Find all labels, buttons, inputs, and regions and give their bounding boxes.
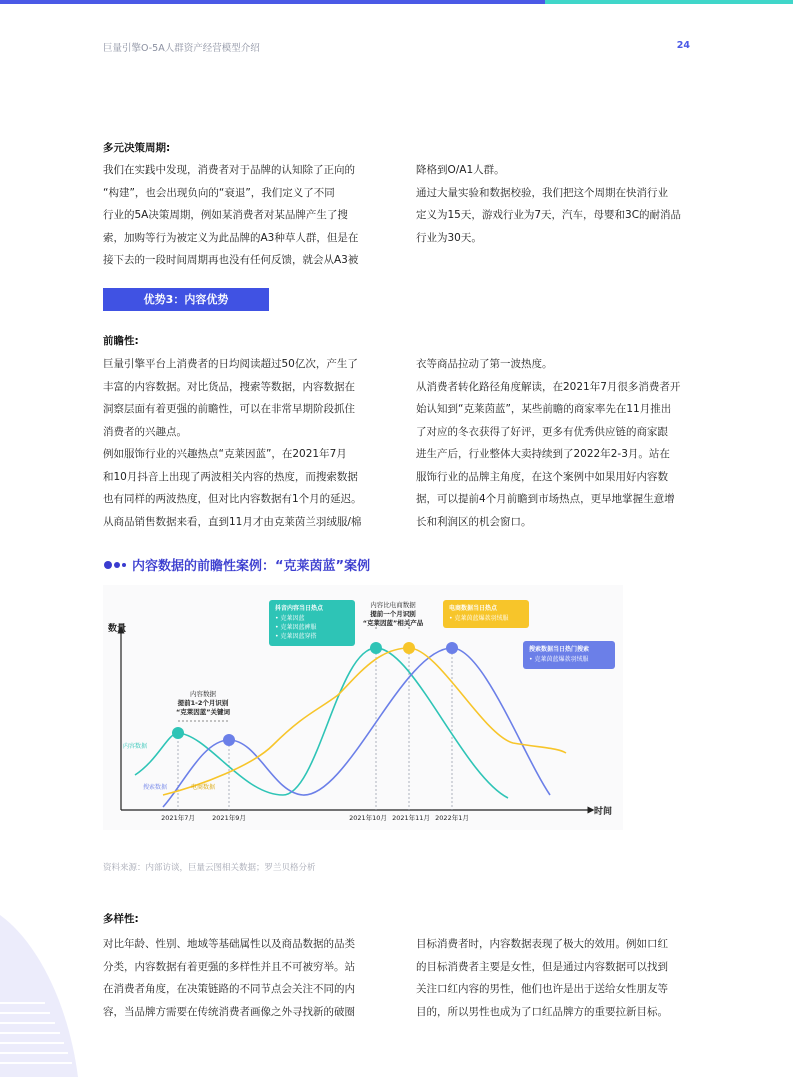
- text-line: 衣等商品拉动了第一波热度。: [416, 358, 553, 370]
- series-label-search: 搜索数据: [143, 784, 168, 791]
- text-line: 消费者的兴趣点。: [103, 425, 187, 438]
- text-line: 容，当品牌方需要在传统消费者画像之外寻找新的破圈: [103, 1005, 355, 1018]
- text-line: 关注口红内容的男性，他们也许是出于送给女性朋友等: [416, 983, 668, 995]
- annotation-1-line2: 提前1-2个月识别: [177, 699, 229, 707]
- x-axis-label: 时间: [594, 807, 613, 817]
- decorative-corner-shape: [0, 915, 80, 1077]
- peak-point-content-1: [172, 727, 184, 739]
- text-line: 从商品销售数据来看，直到11月才由克莱茵兰羽绒服/棉: [103, 515, 362, 528]
- peak-point-ecom: [403, 642, 415, 654]
- text-line: 的目标消费者主要是女性，但是通过内容数据可以找到: [416, 960, 668, 973]
- text-line: 巨量引擎平台上消费者的日均阅读超过50亿次，产生了: [103, 358, 358, 370]
- text-line: 行业为30天。: [416, 231, 482, 244]
- text-line: 接下去的一段时间周期再也没有任何反馈，就会从A3被: [103, 254, 359, 266]
- x-tick-label: 2021年7月: [161, 814, 195, 822]
- x-tick-label: 2021年9月: [212, 814, 246, 822]
- text-line: 长和利润区的机会窗口。: [416, 515, 532, 528]
- data-source-note: 资料来源：内部访谈，巨量云图相关数据；罗兰贝格分析: [103, 863, 316, 873]
- annotation-1-line3: “克莱因蓝”关键词: [175, 708, 231, 716]
- text-line: 了对应的冬衣获得了好评，更多有优秀供应链的商家跟: [416, 425, 668, 438]
- series-label-ecom: 电商数据: [191, 784, 216, 791]
- text-line: 降格到O/A1人群。: [416, 164, 505, 176]
- section2-left-column: [103, 353, 383, 533]
- text-line: 例如服饰行业的兴趣热点“克莱因蓝”，在2021年7月: [103, 448, 347, 460]
- text-line: 也有同样的两波热度，但对比内容数据有1个月的延迟。: [103, 493, 362, 505]
- top-accent-bar-blue: [0, 0, 545, 4]
- section1-right-column: [416, 159, 696, 249]
- annotation-1-title: 内容数据: [190, 690, 216, 698]
- peak-point-content-2: [370, 642, 382, 654]
- advantage-badge: 优势3：内容优势: [103, 288, 269, 311]
- section-heading-diversity: 多样性:: [103, 913, 139, 925]
- page-number: 24: [676, 40, 690, 51]
- text-line: 和10月抖音上出现了两波相关内容的热度，而搜索数据: [103, 470, 358, 483]
- section1-left-column: [103, 159, 383, 272]
- text-line: “构建”，也会出现负向的“衰退”，我们定义了不同: [103, 186, 335, 199]
- text-line: 进生产后，行业整体大卖持续到了2022年2-3月。站在: [416, 448, 670, 460]
- series-label-content: 内容数据: [123, 743, 148, 750]
- text-line: 分类，内容数据有着更强的多样性并且不可被穷举。站: [103, 960, 355, 973]
- document-title: 巨量引擎O-5A人群资产经营模型介绍: [103, 43, 260, 54]
- text-line: 通过大量实验和数据校验，我们把这个周期在快消行业: [416, 186, 668, 199]
- text-line: 服饰行业的品牌主角度，在这个案例中如果用好内容数: [416, 470, 668, 483]
- text-line: 洞察层面有着更强的前瞻性，可以在非常早期阶段抓住: [103, 403, 355, 415]
- foresight-line-chart: [103, 585, 623, 830]
- search-callout-item: • 克莱茵蓝爆款羽绒服: [529, 656, 589, 663]
- section-heading-foresight: 前瞻性:: [103, 335, 139, 347]
- chart-svg: [103, 585, 623, 830]
- text-line: 丰富的内容数据。对比货品，搜索等数据，内容数据在: [103, 380, 355, 393]
- section-heading-decision-cycle: 多元决策周期:: [103, 142, 171, 154]
- text-line: 定义为15天，游戏行业为7天，汽车，母婴和3C的耐消品: [416, 209, 682, 221]
- ecom-callout-item: • 克莱茵蓝爆款羽绒服: [449, 615, 509, 622]
- text-line: 行业的5A决策周期，例如某消费者对某品牌产生了搜: [103, 209, 348, 221]
- y-axis-label: 数量: [108, 624, 127, 634]
- text-line: 在消费者角度，在决策链路的不同节点会关注不同的内: [103, 983, 355, 995]
- annotation-2-line2: 提前一个月识别: [370, 610, 416, 618]
- series-line-ecom: [163, 648, 566, 795]
- top-accent-bar-cyan: [545, 0, 793, 4]
- douyin-callout-item: • 克莱因蓝裤服: [275, 624, 317, 631]
- douyin-callout-title: 抖音内容当日热点: [275, 605, 324, 612]
- annotation-2-line1: 内容比电商数据: [370, 601, 416, 609]
- x-tick-label: 2021年11月: [392, 814, 430, 822]
- text-line: 我们在实践中发现，消费者对于品牌的认知除了正向的: [103, 164, 355, 176]
- text-line: 目标消费者时，内容数据表现了极大的效用。例如口红: [416, 938, 668, 950]
- douyin-callout-item: • 克莱因蓝穿搭: [275, 633, 317, 640]
- section3-left-column: [103, 933, 383, 1023]
- text-line: 目的，所以男性也成为了口红品牌方的重要拉新目标。: [416, 1005, 668, 1018]
- x-tick-label: 2021年10月: [349, 814, 387, 822]
- bullet-dots-icon: [104, 561, 126, 569]
- ecom-callout-title: 电商数据当日热点: [449, 605, 498, 612]
- text-line: 索，加购等行为被定义为此品牌的A3种草人群，但是在: [103, 231, 359, 244]
- peak-point-search-1: [223, 734, 235, 746]
- peak-point-search-2: [446, 642, 458, 654]
- text-line: 始认知到“克莱茵蓝”，某些前瞻的商家率先在11月推出: [416, 403, 672, 415]
- text-line: 从消费者转化路径角度解读，在2021年7月很多消费者开: [416, 380, 681, 393]
- section3-right-column: [416, 933, 696, 1023]
- text-line: 据，可以提前4个月前瞻到市场热点，更早地掌握生意增: [416, 493, 675, 505]
- douyin-callout-item: • 克莱因蓝: [275, 615, 305, 622]
- x-tick-label: 2022年1月: [435, 814, 469, 822]
- case-title-text: 内容数据的前瞻性案例：“克莱茵蓝”案例: [132, 559, 371, 574]
- annotation-2-line3: “克莱因蓝”相关产品: [362, 619, 424, 627]
- text-line: 对比年龄、性别、地域等基础属性以及商品数据的品类: [103, 938, 355, 950]
- case-title: [104, 555, 370, 574]
- section2-right-column: [416, 353, 696, 533]
- search-callout-title: 搜索数据当日热门搜索: [529, 646, 590, 653]
